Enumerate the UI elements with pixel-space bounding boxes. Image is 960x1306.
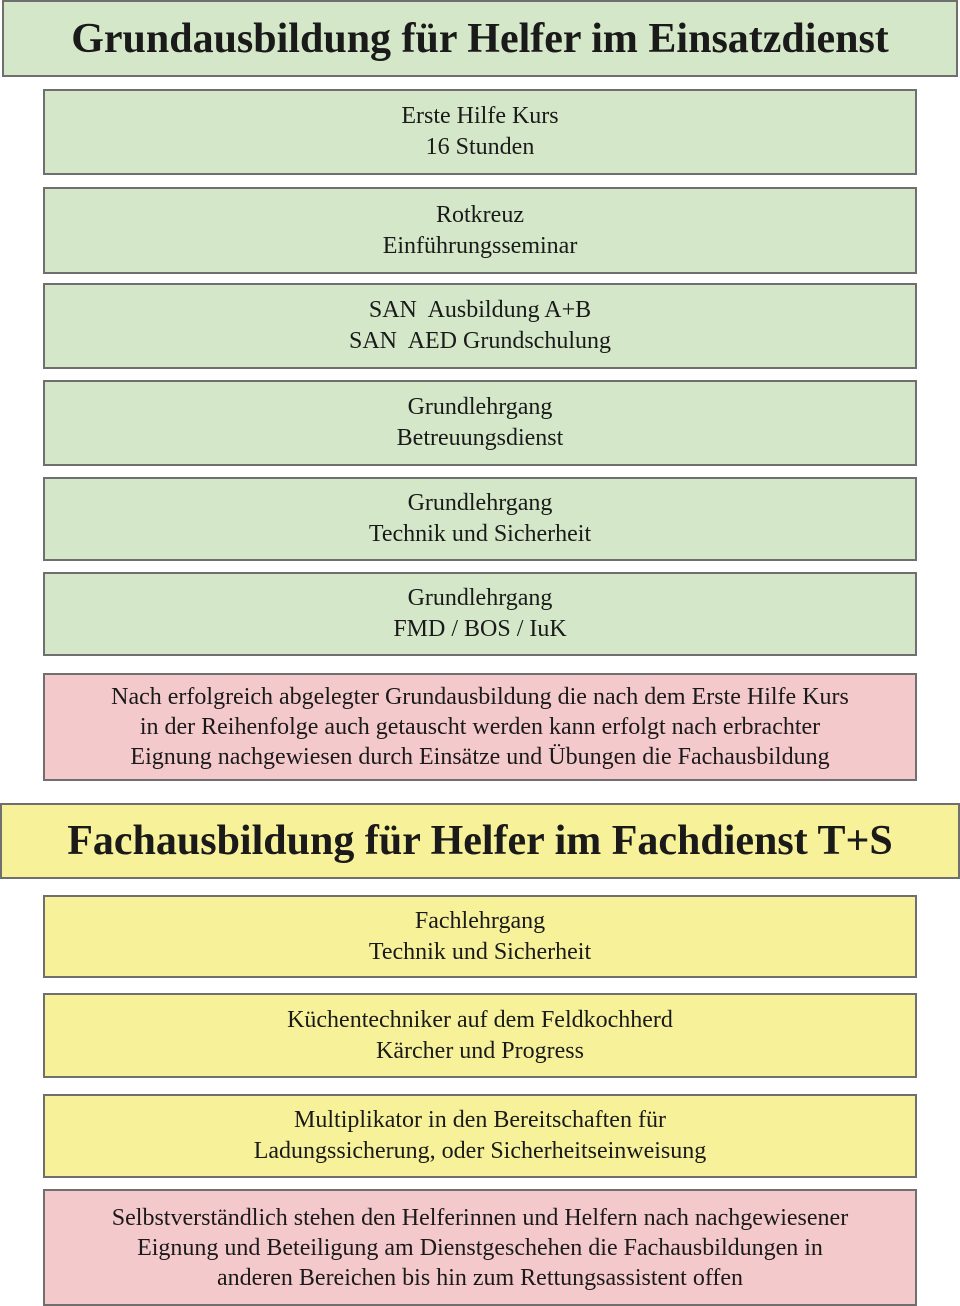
grundausbildung-note (43, 673, 917, 781)
course-detail: Einführungsseminar (382, 232, 578, 259)
note-line: Eignung nachgewiesen durch Einsätze und Übungen die Fachausbildung (130, 744, 830, 770)
note-line: Eignung und Beteiligung am Dienstgeschehen die Fachausbildungen in (137, 1234, 823, 1261)
course-box-betreuungsdienst (43, 380, 917, 466)
fachausbildung-note (43, 1189, 917, 1306)
course-detail: Technik und Sicherheit (368, 521, 592, 547)
grundausbildung-header (2, 0, 958, 77)
course-detail: Kärcher und Progress (376, 1037, 584, 1064)
course-box-rotkreuz (43, 187, 917, 274)
course-detail: Technik und Sicherheit (368, 938, 592, 965)
course-detail: SAN AED Grundschulung (349, 328, 611, 354)
note-line: anderen Bereichen bis hin zum Rettungsassistent offen (216, 1264, 744, 1291)
course-title: Küchentechniker auf dem Feldkochherd (287, 1006, 673, 1033)
course-detail: Ladungssicherung, oder Sicherheitseinweisung (253, 1138, 707, 1164)
fachausbildung-header (0, 803, 960, 879)
course-detail: FMD / BOS / IuK (393, 616, 567, 642)
note-line: in der Reihenfolge auch getauscht werden kann erfolgt nach erbrachter (139, 714, 821, 740)
course-box-technik-sicherheit (43, 477, 917, 561)
course-box-fmd-bos-iuk (43, 572, 917, 656)
course-title: Rotkreuz (436, 201, 524, 228)
note-line: Nach erfolgreich abgelegter Grundausbildung die nach dem Erste Hilfe Kurs (111, 684, 849, 710)
course-title: Grundlehrgang (407, 490, 553, 516)
grundausbildung-title: Grundausbildung für Helfer im Einsatzdienst (71, 15, 889, 62)
course-box-multiplikator (43, 1094, 917, 1178)
course-title: Grundlehrgang (407, 585, 553, 611)
course-title: Fachlehrgang (414, 907, 546, 934)
course-title: Erste Hilfe Kurs (401, 103, 559, 129)
course-box-san (43, 283, 917, 369)
course-box-fachlehrgang (43, 895, 917, 978)
course-detail: Betreuungsdienst (396, 425, 564, 451)
course-title: Grundlehrgang (407, 394, 553, 420)
course-detail: 16 Stunden (425, 134, 535, 160)
course-title: SAN Ausbildung A+B (368, 297, 592, 323)
course-box-erste-hilfe (43, 89, 917, 175)
course-box-kuechentechniker (43, 993, 917, 1078)
course-title: Multiplikator in den Bereitschaften für (294, 1107, 666, 1133)
note-line: Selbstverständlich stehen den Helferinnen und Helfern nach nachgewiesener (111, 1204, 849, 1231)
fachausbildung-title: Fachausbildung für Helfer im Fachdienst T+S (67, 818, 893, 864)
